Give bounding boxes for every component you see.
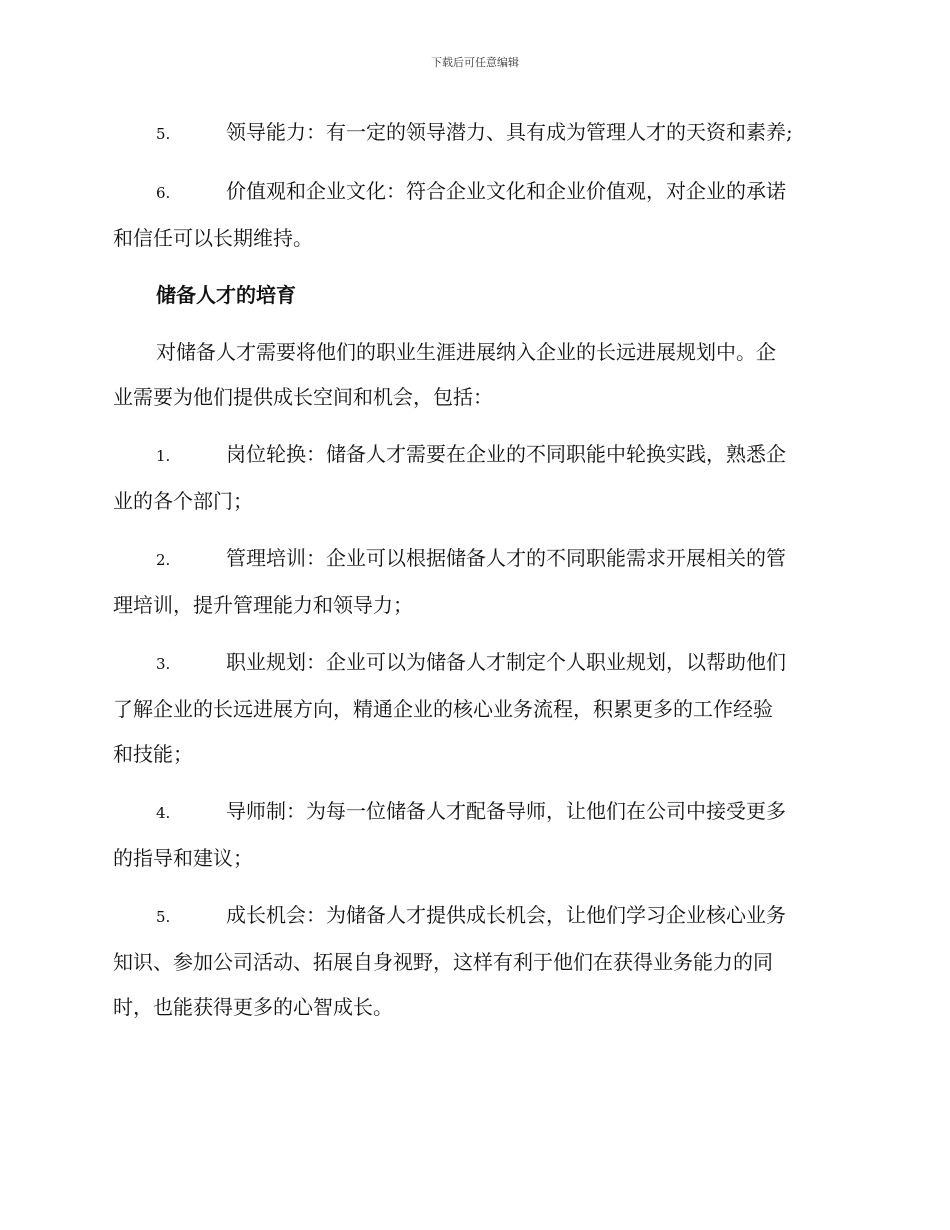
list-item-top-2: [113, 169, 835, 261]
list-number: 6.: [156, 184, 171, 202]
list-item-continuation: 和信任可以长期维持。: [113, 226, 313, 250]
list-item-3: [113, 640, 835, 777]
list-item-text: 领导能力：有一定的领导潜力、具有成为管理人才的天资和素养;: [226, 120, 793, 144]
list-item-5: [113, 893, 835, 1030]
list-number: 3.: [156, 655, 171, 673]
list-item-continuation: 的指导和建议；: [113, 846, 253, 870]
list-item-4: [113, 789, 835, 881]
list-number: 5.: [156, 125, 171, 143]
list-item-text: 岗位轮换：储备人才需要在企业的不同职能中轮换实践，熟悉企: [226, 442, 786, 466]
list-item-1: [113, 432, 835, 524]
list-item-continuation: 时，也能获得更多的心智成长。: [113, 995, 393, 1019]
list-number: 5.: [156, 908, 171, 926]
intro-line-2: 业需要为他们提供成长空间和机会，包括：: [113, 385, 493, 409]
intro-line-1: 对储备人才需要将他们的职业生涯进展纳入企业的长远进展规划中。企: [156, 340, 776, 364]
list-item-2: [113, 536, 835, 628]
page-header: 下载后可任意编辑: [431, 56, 519, 69]
document-body: [113, 110, 835, 1042]
list-number: 1.: [156, 447, 171, 465]
list-item-text: 成长机会：为储备人才提供成长机会，让他们学习企业核心业务: [226, 903, 786, 927]
list-item-text: 职业规划：企业可以为储备人才制定个人职业规划，以帮助他们: [226, 650, 786, 674]
list-item-continuation: 理培训，提升管理能力和领导力；: [113, 593, 413, 617]
list-item-continuation: 业的各个部门；: [113, 489, 253, 513]
list-item-text: 导师制：为每一位储备人才配备导师，让他们在公司中接受更多: [226, 799, 786, 823]
section-heading: 储备人才的培育: [156, 283, 296, 307]
list-item-continuation: 和技能；: [113, 742, 193, 766]
list-number: 2.: [156, 551, 171, 569]
list-item-text: 价值观和企业文化：符合企业文化和企业价值观，对企业的承诺: [226, 179, 786, 203]
list-item-top-1: [113, 110, 835, 157]
list-item-continuation: 知识、参加公司活动、拓展自身视野，这样有利于他们在获得业务能力的同: [113, 950, 773, 974]
section-intro: [113, 330, 835, 420]
list-item-text: 管理培训：企业可以根据储备人才的不同职能需求开展相关的管: [226, 546, 786, 570]
list-item-continuation: 了解企业的长远进展方向，精通企业的核心业务流程，积累更多的工作经验: [113, 697, 773, 721]
list-number: 4.: [156, 804, 171, 822]
